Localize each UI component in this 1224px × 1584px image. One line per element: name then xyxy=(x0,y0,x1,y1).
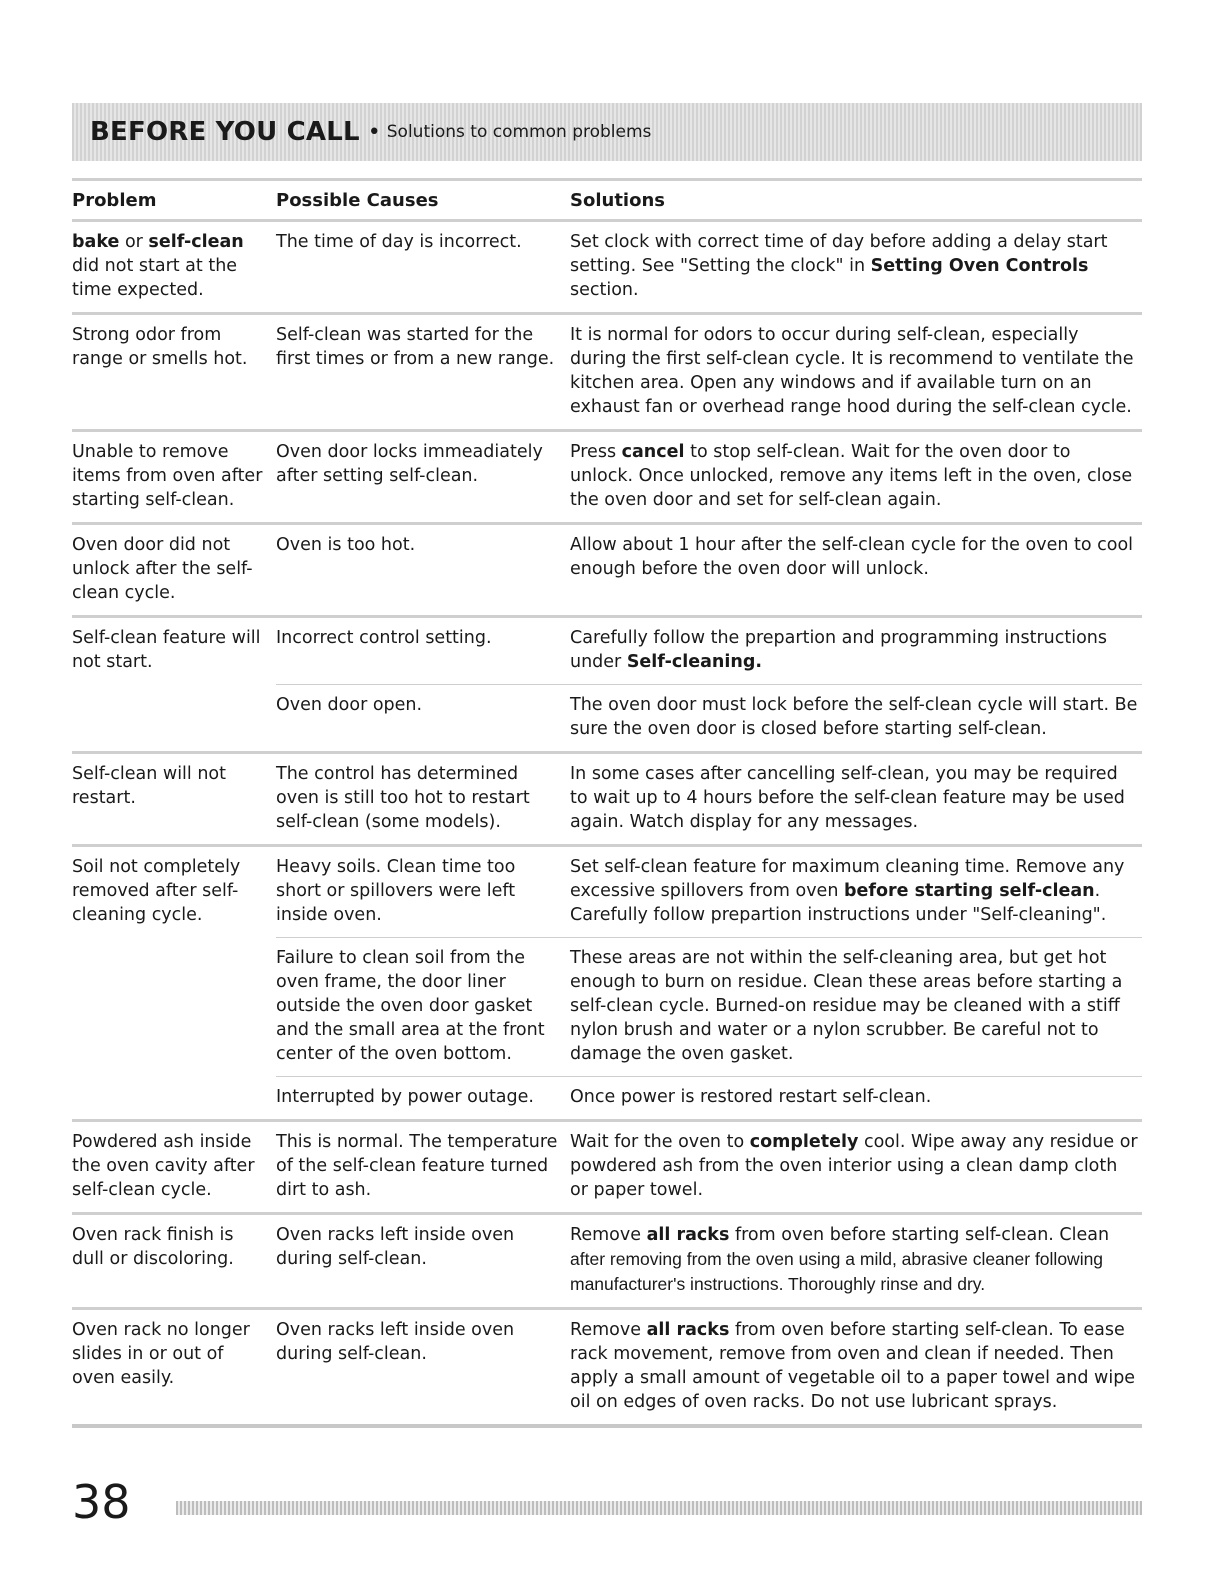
cause-cell: Self-clean was started for the first times or from a new range. xyxy=(276,325,555,369)
problem-cell: Oven rack no longer slides in or out of oven easily. xyxy=(72,1320,250,1388)
table-row xyxy=(72,432,1142,525)
solution-cell xyxy=(570,1318,1142,1414)
solution-text: Remove xyxy=(570,1320,647,1340)
problem-cell: Self-clean will not restart. xyxy=(72,764,227,808)
page-number: 38 xyxy=(72,1475,131,1529)
cause-cell: This is normal. The temperature of the self-clean feature turned dirt to ash. xyxy=(276,1132,558,1200)
cause-cell: Oven door open. xyxy=(276,695,423,715)
problem-cell: Oven rack finish is dull or discoloring. xyxy=(72,1225,234,1269)
solution-text: to stop self-clean. Wait for the oven door to unlock. Once unlocked, remove any items left in the oven, close the oven door and set for self-clean again. xyxy=(570,442,1133,510)
table-row xyxy=(72,315,1142,432)
problem-bold-text: self-clean xyxy=(148,232,244,252)
problem-cell: Oven door did not unlock after the self-clean cycle. xyxy=(72,535,253,603)
solution-bold-text: cancel xyxy=(621,442,685,462)
cause-cell: Interrupted by power outage. xyxy=(276,1087,534,1107)
table-row xyxy=(72,1310,1142,1428)
table-row xyxy=(72,1122,1142,1215)
header-solutions: Solutions xyxy=(570,190,665,211)
table-row xyxy=(72,525,1142,618)
solution-text: Carefully follow the prepartion and programming instructions under xyxy=(570,628,1108,672)
cause-cell: Heavy soils. Clean time too short or spillovers were left inside oven. xyxy=(276,857,516,925)
solution-text: Press xyxy=(570,442,622,462)
solution-cell: It is normal for odors to occur during self-clean, especially during the first self-clean cycle. It is recommend to ventilate the kitchen area. Open any windows and if available turn on an exhaust fan or overhead range hood during the self-clean cycle. xyxy=(570,325,1134,417)
problem-text: did not start at the time expected. xyxy=(72,256,238,300)
section-banner xyxy=(72,103,1142,161)
solution-cell xyxy=(570,230,1142,302)
table-row xyxy=(72,222,1142,315)
solution-bold-text: completely xyxy=(749,1132,859,1152)
solution-cell: In some cases after cancelling self-clean, you may be required to wait up to 4 hours before the self-clean feature may be used again. Watch display for any messages. xyxy=(570,764,1125,832)
solution-cell: The oven door must lock before the self-clean cycle will start. Be sure the oven door is closed before starting self-clean. xyxy=(570,695,1138,739)
solution-bold-text: Setting Oven Controls xyxy=(870,256,1089,276)
table-header xyxy=(72,178,1142,222)
solution-bold-text: all racks xyxy=(646,1225,730,1245)
banner-bullet: • xyxy=(367,119,381,145)
problem-bold-text: bake xyxy=(72,232,120,252)
problem-cell: Soil not completely removed after self-cleaning cycle. xyxy=(72,857,241,925)
cause-cell: Failure to clean soil from the oven frame, the door liner outside the oven door gasket and the small area at the front center of the oven bottom. xyxy=(276,948,545,1064)
solution-text: from oven before starting self-clean. Clean xyxy=(729,1225,1110,1245)
table-row xyxy=(72,847,1142,1122)
table-row xyxy=(72,618,1142,754)
cause-cell: Incorrect control setting. xyxy=(276,628,492,648)
problem-cell: Unable to remove items from oven after starting self-clean. xyxy=(72,442,263,510)
page-footer xyxy=(72,1472,1142,1532)
cause-cell: Oven door locks immeadiately after setting self-clean. xyxy=(276,442,543,486)
solution-cell: Once power is restored restart self-clean. xyxy=(570,1087,932,1107)
cause-cell: The control has determined oven is still too hot to restart self-clean (some models). xyxy=(276,764,530,832)
solution-text: Set clock with correct time of day before adding a delay start setting. See "Setting the clock" in xyxy=(570,232,1108,276)
table-row xyxy=(72,1215,1142,1310)
solution-text: after removing from the oven using a mild, abrasive cleaner following manufacturer's instructions. Thoroughly rinse and dry. xyxy=(570,1249,1104,1294)
cause-cell: Oven racks left inside oven during self-clean. xyxy=(276,1225,515,1269)
problem-cell xyxy=(72,222,276,312)
solution-text: from oven before starting self-clean. To ease rack movement, remove from oven and clean if needed. Then apply a small amount of vegetable oil to a paper towel and wipe oil on edges of oven racks. Do not use lubricant sprays. xyxy=(570,1320,1136,1412)
solution-cell xyxy=(570,855,1142,927)
problem-cell: Powdered ash inside the oven cavity after self-clean cycle. xyxy=(72,1132,255,1200)
solution-cell xyxy=(570,1223,1142,1297)
solution-text: Remove xyxy=(570,1225,647,1245)
banner-title: BEFORE YOU CALL xyxy=(90,117,360,147)
header-causes: Possible Causes xyxy=(276,190,439,211)
troubleshooting-table xyxy=(72,178,1142,1428)
header-problem: Problem xyxy=(72,190,157,211)
solution-text: cool. Wipe away any residue or powdered ash from the oven interior using a clean damp cloth or paper towel. xyxy=(570,1132,1138,1200)
solution-bold-text: before starting self-clean xyxy=(843,881,1095,901)
cause-cell: Oven racks left inside oven during self-clean. xyxy=(276,1320,515,1364)
solution-text: Set self-clean feature for maximum cleaning time. Remove any excessive spillovers from oven xyxy=(570,857,1125,901)
cause-cell: Oven is too hot. xyxy=(276,535,416,555)
solution-text: Wait for the oven to xyxy=(570,1132,750,1152)
footer-rule xyxy=(176,1501,1142,1515)
solution-cell: These areas are not within the self-cleaning area, but get hot enough to burn on residue. Clean these areas before starting a self-clean cycle. Burned-on residue may be cleaned with a stiff nylon brush and water or a nylon scrubber. Be careful not to damage the oven gasket. xyxy=(570,948,1123,1064)
solution-cell: Allow about 1 hour after the self-clean cycle for the oven to cool enough before the oven door will unlock. xyxy=(570,535,1134,579)
problem-cell: Strong odor from range or smells hot. xyxy=(72,325,248,369)
problem-text: or xyxy=(119,232,149,252)
cause-cell: The time of day is incorrect. xyxy=(276,232,522,252)
banner-subtitle: Solutions to common problems xyxy=(386,122,652,142)
solution-bold-text: all racks xyxy=(646,1320,730,1340)
solution-text: . Carefully follow prepartion instructions under "Self-cleaning". xyxy=(570,881,1107,925)
solution-cell xyxy=(570,626,1142,674)
table-row xyxy=(72,754,1142,847)
problem-cell: Self-clean feature will not start. xyxy=(72,628,261,672)
solution-cell xyxy=(570,440,1142,512)
solution-text: section. xyxy=(570,280,639,300)
solution-bold-text: Self-cleaning. xyxy=(626,652,763,672)
solution-cell xyxy=(570,1130,1142,1202)
